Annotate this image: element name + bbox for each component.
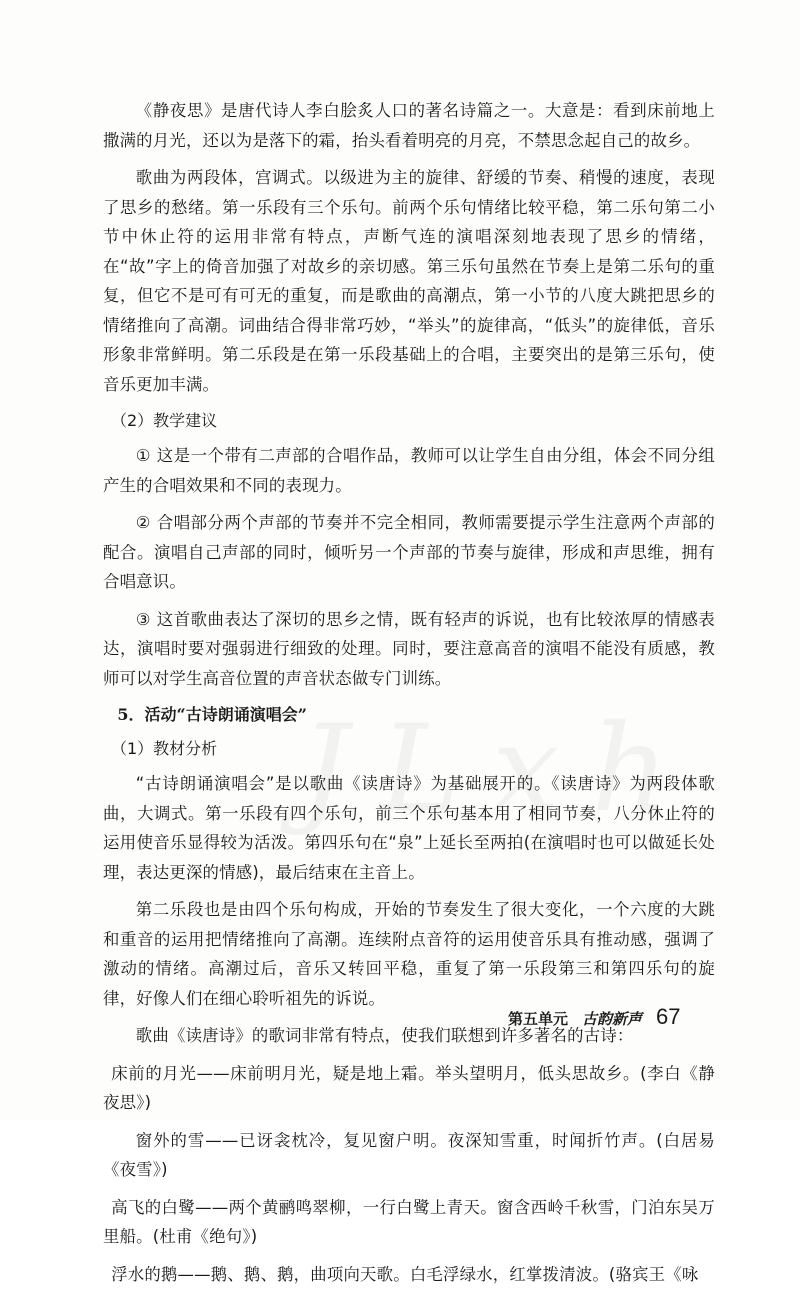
footer-unit-title: 古韵新声	[582, 1010, 643, 1028]
suggestion-item-1: ① 这是一个带有二声部的合唱作品，教师可以让学生自由分组，体会不同分组产生的合唱效果和不同的表现力。	[103, 446, 715, 495]
body-text	[103, 96, 715, 1297]
poem-line-moonlight: 床前的月光——床前明月光，疑是地上霜。举头望明月，低头思故乡。(李白《静夜思》)	[103, 1063, 715, 1112]
footer-unit-label: 第五单元	[508, 1010, 569, 1028]
paragraph-song-intro: “古诗朗诵演唱会”是以歌曲《读唐诗》为基础展开的。《读唐诗》为两段体歌曲，大调式。第一乐段有四个乐句，前三个乐句基本用了相同节奏，八分休止符的运用使音乐显得较为活泼。第四乐句在“泉”上延长至两拍(在演唱时也可以做延长处理，表达更深的情感)，最后结束在主音上。	[103, 774, 715, 882]
poem-line-egret: 高飞的白鹭——两个黄鹂鸣翠柳，一行白鹭上青天。窗含西岭千秋雪，门泊东吴万里船。(杜甫《绝句》)	[103, 1197, 715, 1246]
suggestion-item-2: ② 合唱部分两个声部的节奏并不完全相同，教师需要提示学生注意两个声部的配合。演唱自己声部的同时，倾听另一个声部的节奏与旋律，形成和声思维，拥有合唱意识。	[103, 513, 715, 591]
poem-line-snow: 窗外的雪——已讶衾枕冷，复见窗户明。夜深知雪重，时闻折竹声。(白居易《夜雪》)	[103, 1130, 715, 1179]
page-number: 67	[656, 1004, 681, 1029]
paragraph-second-section: 第二乐段也是由四个乐句构成，开始的节奏发生了很大变化，一个六度的大跳和重音的运用把情绪推向了高潮。连续附点音符的运用使音乐具有推动感，强调了激动的情绪。高潮过后，音乐又转回平稳，重复了第一乐段第三和第四乐句的旋律，好像人们在细心聆听祖先的诉说。	[103, 900, 715, 1008]
paragraph-poem-meaning: 《静夜思》是唐代诗人李白脍炙人口的著名诗篇之一。大意是：看到床前地上撒满的月光，还以为是落下的霜，抬头看着明亮的月亮，不禁思念起自己的故乡。	[103, 101, 715, 150]
suggestion-item-3: ③ 这首歌曲表达了深切的思乡之情，既有轻声的诉说，也有比较浓厚的情感表达，演唱时要对强弱进行细致的处理。同时，要注意高音的演唱不能没有质感，教师可以对学生高音位置的声音状态做专门训练。	[103, 609, 715, 688]
page-footer	[508, 1004, 681, 1034]
subheading-teaching-suggestions: （2）教学建议	[111, 411, 218, 430]
paragraph-song-structure: 歌曲为两段体，宫调式。以级进为主的旋律、舒缓的节奏、稍慢的速度，表现了思乡的愁绪。第一乐段有三个乐句。前两个乐句情绪比较平稳，第二乐句第二小节中休止符的运用非常有特点，声断气连的演唱深刻地表现了思乡的情绪，在“故”字上的倚音加强了对故乡的亲切感。第三乐句虽然在节奏上是第二乐句的重复，但它不是可有可无的重复，而是歌曲的高潮点，第一小节的八度大跳把思乡的情绪推向了高潮。词曲结合得非常巧妙，“举头”的旋律高，“低头”的旋律低，音乐形象非常鲜明。第二乐段是在第一乐段基础上的合唱，主要突出的是第三乐句，使音乐更加丰满。	[103, 168, 715, 394]
subheading-material-analysis: （1）教材分析	[111, 739, 218, 758]
poem-line-goose: 浮水的鹅——鹅、鹅、鹅，曲项向天歌。白毛浮绿水，红掌拨清波。(骆宾王《咏	[111, 1264, 699, 1284]
section-heading-activity: 5．活动“古诗朗诵演唱会”	[117, 705, 307, 724]
paragraph-lyrics-intro: 歌曲《读唐诗》的歌词非常有特点，使我们联想到许多著名的古诗：	[135, 1026, 634, 1045]
